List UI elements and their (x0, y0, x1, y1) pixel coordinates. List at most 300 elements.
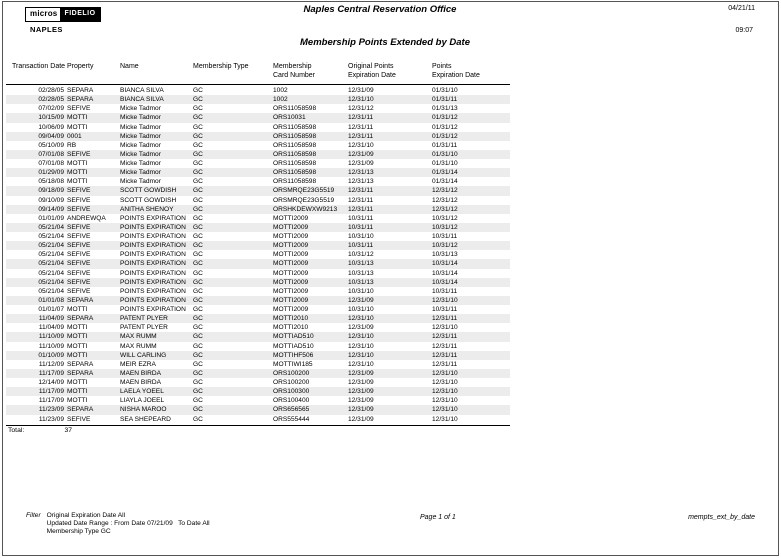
cell-card-number: MOTTI2009 (273, 306, 309, 313)
cell-transaction-date: 05/21/04 (38, 260, 64, 268)
cell-transaction-date: 07/01/08 (38, 160, 64, 167)
cell-transaction-date: 05/10/09 (38, 141, 64, 149)
cell-property: SEFIVE (67, 233, 91, 240)
report-file-name: mempts_ext_by_date (688, 514, 755, 521)
cell-transaction-date: 11/17/09 (38, 369, 64, 377)
cell-original-expiration-date: 12/31/10 (348, 315, 374, 323)
cell-transaction-date: 05/21/04 (38, 278, 64, 286)
cell-points-expiration-date: 10/31/12 (432, 223, 458, 231)
cell-points-expiration-date: 12/31/10 (432, 397, 458, 405)
cell-membership-type: GC (193, 169, 203, 177)
cell-card-number: MOTTI2010 (273, 315, 309, 323)
cell-card-number: MOTTIHF506 (273, 351, 314, 359)
table-row (6, 351, 510, 360)
cell-points-expiration-date: 01/31/11 (432, 96, 458, 104)
cell-name: MAX RUMM (120, 342, 157, 350)
cell-original-expiration-date: 10/31/10 (348, 287, 374, 295)
cell-original-expiration-date: 12/31/09 (348, 369, 374, 377)
cell-transaction-date: 11/10/09 (38, 333, 64, 341)
cell-original-expiration-date: 12/31/10 (348, 333, 374, 341)
cell-original-expiration-date: 12/31/09 (348, 388, 374, 396)
cell-transaction-date: 12/14/09 (38, 379, 64, 386)
cell-transaction-date: 11/12/09 (38, 360, 64, 368)
cell-property: SEFIVE (67, 287, 91, 295)
cell-property: MOTTI (67, 306, 88, 313)
cell-points-expiration-date: 12/31/10 (432, 388, 458, 396)
table-row (6, 205, 510, 214)
table-row (6, 159, 510, 168)
cell-membership-type: GC (193, 369, 203, 377)
cell-card-number: ORS11058598 (273, 123, 317, 131)
cell-card-number: ORSMRQE23G5519 (273, 187, 335, 195)
cell-transaction-date: 11/04/09 (38, 315, 64, 323)
cell-card-number: MOTTI2009 (273, 251, 309, 259)
cell-points-expiration-date: 10/31/12 (432, 242, 458, 250)
table-row (6, 95, 510, 104)
cell-transaction-date: 11/23/09 (38, 406, 64, 414)
table-row (6, 177, 510, 186)
cell-original-expiration-date: 10/31/10 (348, 233, 374, 240)
table-row (6, 223, 510, 232)
cell-transaction-date: 09/14/09 (38, 205, 64, 213)
table-row (6, 342, 510, 351)
cell-card-number: ORSMRQE23G5519 (273, 196, 335, 204)
table-row (6, 86, 510, 95)
cell-points-expiration-date: 01/31/11 (432, 141, 458, 149)
cell-property: MOTTI (67, 397, 88, 405)
col-header-card-number: Membership Card Number (273, 63, 316, 79)
cell-original-expiration-date: 12/31/11 (348, 205, 374, 213)
cell-membership-type: GC (193, 87, 203, 94)
filter-label: Filter (26, 512, 41, 519)
table-row (6, 323, 510, 332)
col-header-name: Name (120, 63, 139, 70)
cell-name: POINTS EXPIRATION (120, 251, 186, 259)
cell-name: Micke Tadmor (120, 132, 161, 140)
table-rows (6, 85, 510, 424)
cell-membership-type: GC (193, 205, 203, 213)
cell-original-expiration-date: 12/31/09 (348, 379, 374, 386)
cell-original-expiration-date: 12/31/09 (348, 324, 374, 332)
cell-points-expiration-date: 01/31/10 (432, 160, 458, 167)
cell-transaction-date: 01/01/09 (38, 214, 64, 222)
cell-membership-type: GC (193, 251, 203, 259)
cell-property: SEPARA (67, 87, 94, 94)
table-row (6, 186, 510, 195)
cell-name: Micke Tadmor (120, 123, 161, 131)
cell-membership-type: GC (193, 178, 203, 186)
cell-name: BIANCA SILVA (120, 87, 164, 94)
cell-points-expiration-date: 01/31/13 (432, 105, 458, 113)
cell-name: SCOTT GOWDISH (120, 196, 177, 204)
table-row (6, 387, 510, 396)
cell-card-number: MOTTI2009 (273, 296, 309, 304)
total-value: 37 (64, 426, 72, 434)
col-header-original-expiration-date: Original Points Expiration Date (348, 63, 396, 79)
cell-points-expiration-date: 10/31/11 (432, 287, 458, 295)
cell-name: POINTS EXPIRATION (120, 306, 186, 313)
cell-card-number: ORS555444 (273, 415, 310, 423)
cell-name: Micke Tadmor (120, 114, 161, 122)
cell-points-expiration-date: 01/31/14 (432, 169, 458, 177)
cell-property: SEFIVE (67, 205, 91, 213)
table-row (6, 287, 510, 296)
cell-name: Micke Tadmor (120, 105, 161, 113)
filter-line-membership-type: Membership Type GC (46, 528, 111, 536)
cell-points-expiration-date: 01/31/12 (432, 132, 458, 140)
cell-points-expiration-date: 10/31/14 (432, 260, 458, 268)
cell-name: LIAYLA JOEEL (120, 397, 165, 405)
table-header-row (6, 63, 510, 85)
cell-transaction-date: 05/21/04 (38, 269, 64, 277)
cell-original-expiration-date: 10/31/11 (348, 223, 374, 231)
cell-original-expiration-date: 12/31/10 (348, 342, 374, 350)
table-row (6, 259, 510, 268)
cell-property: 0001 (67, 132, 82, 140)
cell-name: POINTS EXPIRATION (120, 242, 186, 250)
cell-membership-type: GC (193, 141, 203, 149)
report-title: Membership Points Extended by Date (300, 37, 470, 48)
cell-points-expiration-date: 01/31/14 (432, 178, 458, 186)
cell-transaction-date: 05/18/08 (38, 178, 64, 186)
cell-property: MOTTI (67, 333, 88, 341)
cell-original-expiration-date: 12/31/09 (348, 397, 374, 405)
table-row (6, 150, 510, 159)
cell-points-expiration-date: 01/31/10 (432, 150, 458, 158)
table-row (6, 360, 510, 369)
table-row (6, 241, 510, 250)
cell-transaction-date: 11/23/09 (38, 415, 64, 423)
col-header-property: Property (67, 63, 94, 70)
cell-property: SEPARA (67, 360, 94, 368)
cell-name: ANITHA SHENOY (120, 205, 174, 213)
cell-property: SEPARA (67, 369, 94, 377)
filter-line-original-expiration: Original Expiration Date All (46, 512, 126, 519)
office-title: Naples Central Reservation Office (303, 4, 457, 15)
cell-membership-type: GC (193, 287, 203, 295)
cell-membership-type: GC (193, 278, 203, 286)
cell-membership-type: GC (193, 379, 203, 386)
table-row (6, 296, 510, 305)
cell-membership-type: GC (193, 342, 203, 350)
cell-original-expiration-date: 12/31/11 (348, 123, 374, 131)
table-row (6, 123, 510, 132)
cell-transaction-date: 11/04/09 (38, 324, 64, 332)
cell-property: MOTTI (67, 379, 88, 386)
cell-membership-type: GC (193, 324, 203, 332)
cell-card-number: ORS11058598 (273, 141, 317, 149)
cell-transaction-date: 10/15/09 (38, 114, 64, 122)
cell-transaction-date: 05/21/04 (38, 242, 64, 250)
cell-name: SCOTT GOWDISH (120, 187, 177, 195)
cell-name: MAX RUMM (120, 333, 157, 341)
cell-property: SEPARA (67, 96, 94, 104)
cell-membership-type: GC (193, 296, 203, 304)
cell-points-expiration-date: 12/31/10 (432, 406, 458, 414)
cell-membership-type: GC (193, 214, 203, 222)
cell-name: Micke Tadmor (120, 150, 161, 158)
cell-transaction-date: 07/01/08 (38, 150, 64, 158)
cell-card-number: ORS11058598 (273, 160, 317, 167)
table-bottom-rule (6, 425, 510, 426)
cell-membership-type: GC (193, 187, 203, 195)
cell-name: POINTS EXPIRATION (120, 233, 186, 240)
cell-original-expiration-date: 10/31/13 (348, 278, 374, 286)
cell-property: SEFIVE (67, 105, 91, 113)
cell-card-number: MOTTIAD510 (273, 333, 314, 341)
cell-name: PATENT PLYER (120, 324, 168, 332)
filter-block (26, 512, 210, 537)
cell-transaction-date: 05/21/04 (38, 233, 64, 240)
cell-original-expiration-date: 12/31/10 (348, 141, 374, 149)
cell-property: MOTTI (67, 324, 88, 332)
cell-membership-type: GC (193, 242, 203, 250)
cell-property: SEFIVE (67, 260, 91, 268)
cell-membership-type: GC (193, 150, 203, 158)
cell-property: RB (67, 141, 77, 149)
property-code: NAPLES (30, 25, 63, 34)
table-row (6, 415, 510, 424)
logo-micros-text: micros (30, 9, 58, 18)
cell-transaction-date: 11/17/09 (38, 397, 64, 405)
cell-card-number: 1002 (273, 96, 288, 104)
cell-card-number: ORS10031 (273, 114, 306, 122)
cell-name: POINTS EXPIRATION (120, 278, 186, 286)
cell-membership-type: GC (193, 360, 203, 368)
cell-card-number: ORS11058598 (273, 105, 317, 113)
table-row (6, 141, 510, 150)
cell-name: Micke Tadmor (120, 178, 161, 186)
cell-name: NISHA MAROO (120, 406, 167, 414)
logo-fidelio-text: FIDELIO (60, 8, 99, 21)
cell-transaction-date: 05/21/04 (38, 287, 64, 295)
cell-card-number: MOTTI2009 (273, 278, 309, 286)
cell-original-expiration-date: 12/31/11 (348, 114, 374, 122)
cell-transaction-date: 09/04/09 (38, 132, 64, 140)
cell-original-expiration-date: 10/31/11 (348, 242, 374, 250)
run-date: 04/21/11 (728, 5, 755, 12)
table-row (6, 168, 510, 177)
cell-transaction-date: 09/10/09 (38, 196, 64, 204)
cell-points-expiration-date: 10/31/14 (432, 278, 458, 286)
cell-card-number: ORS100400 (273, 397, 310, 405)
table-row (6, 305, 510, 314)
cell-original-expiration-date: 10/31/12 (348, 251, 374, 259)
cell-name: POINTS EXPIRATION (120, 287, 186, 295)
cell-original-expiration-date: 12/31/09 (348, 160, 374, 167)
cell-name: MEIR EZRA (120, 360, 156, 368)
cell-property: SEFIVE (67, 223, 91, 231)
cell-membership-type: GC (193, 96, 203, 104)
cell-card-number: MOTTIWI185 (273, 360, 313, 368)
cell-name: MAEN BIRDA (120, 379, 162, 386)
cell-points-expiration-date: 12/31/12 (432, 205, 458, 213)
cell-membership-type: GC (193, 406, 203, 414)
cell-card-number: ORS100200 (273, 369, 310, 377)
cell-property: SEPARA (67, 315, 94, 323)
cell-points-expiration-date: 12/31/10 (432, 415, 458, 423)
cell-original-expiration-date: 10/31/13 (348, 260, 374, 268)
cell-card-number: MOTTI2010 (273, 324, 309, 332)
cell-points-expiration-date: 12/31/11 (432, 351, 458, 359)
cell-name: PATENT PLYER (120, 315, 168, 323)
cell-original-expiration-date: 10/31/10 (348, 306, 374, 313)
cell-original-expiration-date: 12/31/09 (348, 150, 374, 158)
cell-property: SEFIVE (67, 196, 91, 204)
cell-transaction-date: 09/18/09 (38, 187, 64, 195)
col-header-membership-type: Membership Type (193, 63, 249, 70)
cell-points-expiration-date: 10/31/11 (432, 233, 458, 240)
cell-original-expiration-date: 12/31/09 (348, 415, 374, 423)
cell-membership-type: GC (193, 260, 203, 268)
cell-property: SEFIVE (67, 187, 91, 195)
table-row (6, 369, 510, 378)
cell-membership-type: GC (193, 315, 203, 323)
cell-membership-type: GC (193, 269, 203, 277)
cell-property: MOTTI (67, 160, 88, 167)
table-row (6, 104, 510, 113)
cell-points-expiration-date: 12/31/12 (432, 187, 458, 195)
filter-line-updated-date-range: Updated Date Range : From Date 07/21/09 To Date All (46, 520, 210, 528)
cell-card-number: MOTTI2009 (273, 223, 309, 231)
cell-property: MOTTI (67, 342, 88, 350)
cell-card-number: ORS11058598 (273, 150, 317, 158)
cell-points-expiration-date: 12/31/11 (432, 315, 458, 323)
cell-membership-type: GC (193, 196, 203, 204)
membership-points-table (6, 63, 510, 438)
cell-membership-type: GC (193, 351, 203, 359)
cell-transaction-date: 07/02/09 (38, 105, 64, 113)
table-row (6, 314, 510, 323)
cell-name: POINTS EXPIRATION (120, 223, 186, 231)
cell-card-number: ORS656565 (273, 406, 310, 414)
cell-card-number: MOTTI2009 (273, 287, 309, 295)
cell-points-expiration-date: 12/31/10 (432, 379, 458, 386)
cell-name: Micke Tadmor (120, 169, 161, 177)
cell-property: MOTTI (67, 123, 88, 131)
cell-card-number: 1002 (273, 87, 288, 94)
cell-card-number: ORS11058598 (273, 132, 317, 140)
cell-membership-type: GC (193, 160, 203, 167)
cell-membership-type: GC (193, 415, 203, 423)
total-label: Total: (8, 426, 25, 434)
cell-points-expiration-date: 10/31/14 (432, 269, 458, 277)
cell-transaction-date: 01/10/09 (38, 351, 64, 359)
table-row (6, 113, 510, 122)
cell-name: POINTS EXPIRATION (120, 269, 186, 277)
cell-property: SEFIVE (67, 278, 91, 286)
cell-property: SEFIVE (67, 150, 91, 158)
cell-card-number: ORS11058598 (273, 178, 317, 186)
cell-property: MOTTI (67, 351, 88, 359)
cell-original-expiration-date: 12/31/11 (348, 187, 374, 195)
cell-property: SEFIVE (67, 269, 91, 277)
cell-original-expiration-date: 12/31/09 (348, 87, 374, 94)
table-row (6, 250, 510, 259)
cell-card-number: MOTTI2009 (273, 260, 309, 268)
cell-points-expiration-date: 12/31/10 (432, 296, 458, 304)
cell-name: Micke Tadmor (120, 160, 161, 167)
table-row (6, 405, 510, 414)
cell-points-expiration-date: 12/31/10 (432, 324, 458, 332)
cell-original-expiration-date: 12/31/09 (348, 406, 374, 414)
cell-points-expiration-date: 10/31/12 (432, 214, 458, 222)
cell-membership-type: GC (193, 123, 203, 131)
page-number: Page 1 of 1 (420, 514, 456, 521)
cell-membership-type: GC (193, 223, 203, 231)
cell-property: MOTTI (67, 388, 88, 396)
cell-name: MAEN BIRDA (120, 369, 162, 377)
table-row (6, 232, 510, 241)
cell-property: SEFIVE (67, 251, 91, 259)
cell-original-expiration-date: 12/31/10 (348, 96, 374, 104)
cell-original-expiration-date: 12/31/12 (348, 105, 374, 113)
cell-property: SEFIVE (67, 415, 91, 423)
cell-original-expiration-date: 12/31/10 (348, 351, 374, 359)
cell-points-expiration-date: 12/31/11 (432, 360, 458, 368)
cell-property: SEPARA (67, 296, 94, 304)
run-time: 09:07 (735, 27, 753, 34)
cell-points-expiration-date: 01/31/10 (432, 87, 458, 94)
cell-transaction-date: 11/17/09 (38, 388, 64, 396)
cell-transaction-date: 05/21/04 (38, 223, 64, 231)
col-header-transaction-date: Transaction Date (12, 63, 66, 70)
cell-membership-type: GC (193, 105, 203, 113)
cell-property: SEPARA (67, 406, 94, 414)
cell-membership-type: GC (193, 306, 203, 313)
cell-original-expiration-date: 12/31/13 (348, 178, 374, 186)
cell-original-expiration-date: 12/31/11 (348, 196, 374, 204)
col-header-points-expiration-date: Points Expiration Date (432, 63, 480, 79)
cell-points-expiration-date: 10/31/11 (432, 306, 458, 313)
cell-points-expiration-date: 12/31/11 (432, 342, 458, 350)
table-row (6, 332, 510, 341)
cell-card-number: ORS100300 (273, 388, 310, 396)
cell-name: POINTS EXPIRATION (120, 296, 186, 304)
total-row (6, 427, 510, 438)
cell-transaction-date: 05/21/04 (38, 251, 64, 259)
cell-points-expiration-date: 01/31/12 (432, 123, 458, 131)
cell-name: LAELA YOEEL (120, 388, 164, 396)
cell-transaction-date: 01/01/08 (38, 296, 64, 304)
cell-card-number: ORS100200 (273, 379, 310, 386)
cell-transaction-date: 02/28/05 (38, 96, 64, 104)
table-row (6, 378, 510, 387)
table-row (6, 269, 510, 278)
cell-membership-type: GC (193, 397, 203, 405)
cell-transaction-date: 01/01/07 (38, 306, 64, 313)
cell-name: Micke Tadmor (120, 141, 161, 149)
cell-original-expiration-date: 12/31/11 (348, 132, 374, 140)
cell-membership-type: GC (193, 114, 203, 122)
cell-name: SEA SHEPEARD (120, 415, 171, 423)
cell-card-number: ORSHKDEWXW9213 (273, 205, 338, 213)
cell-transaction-date: 01/29/09 (38, 169, 64, 177)
cell-card-number: ORS11058598 (273, 169, 317, 177)
cell-name: BIANCA SILVA (120, 96, 164, 104)
cell-card-number: MOTTI2009 (273, 233, 309, 240)
cell-name: POINTS EXPIRATION (120, 214, 186, 222)
cell-points-expiration-date: 12/31/10 (432, 369, 458, 377)
cell-original-expiration-date: 12/31/10 (348, 360, 374, 368)
cell-membership-type: GC (193, 132, 203, 140)
cell-transaction-date: 11/10/09 (38, 342, 64, 350)
cell-card-number: MOTTI2009 (273, 214, 309, 222)
table-row (6, 396, 510, 405)
cell-property: MOTTI (67, 114, 88, 122)
cell-points-expiration-date: 10/31/13 (432, 251, 458, 259)
cell-property: SEFIVE (67, 242, 91, 250)
